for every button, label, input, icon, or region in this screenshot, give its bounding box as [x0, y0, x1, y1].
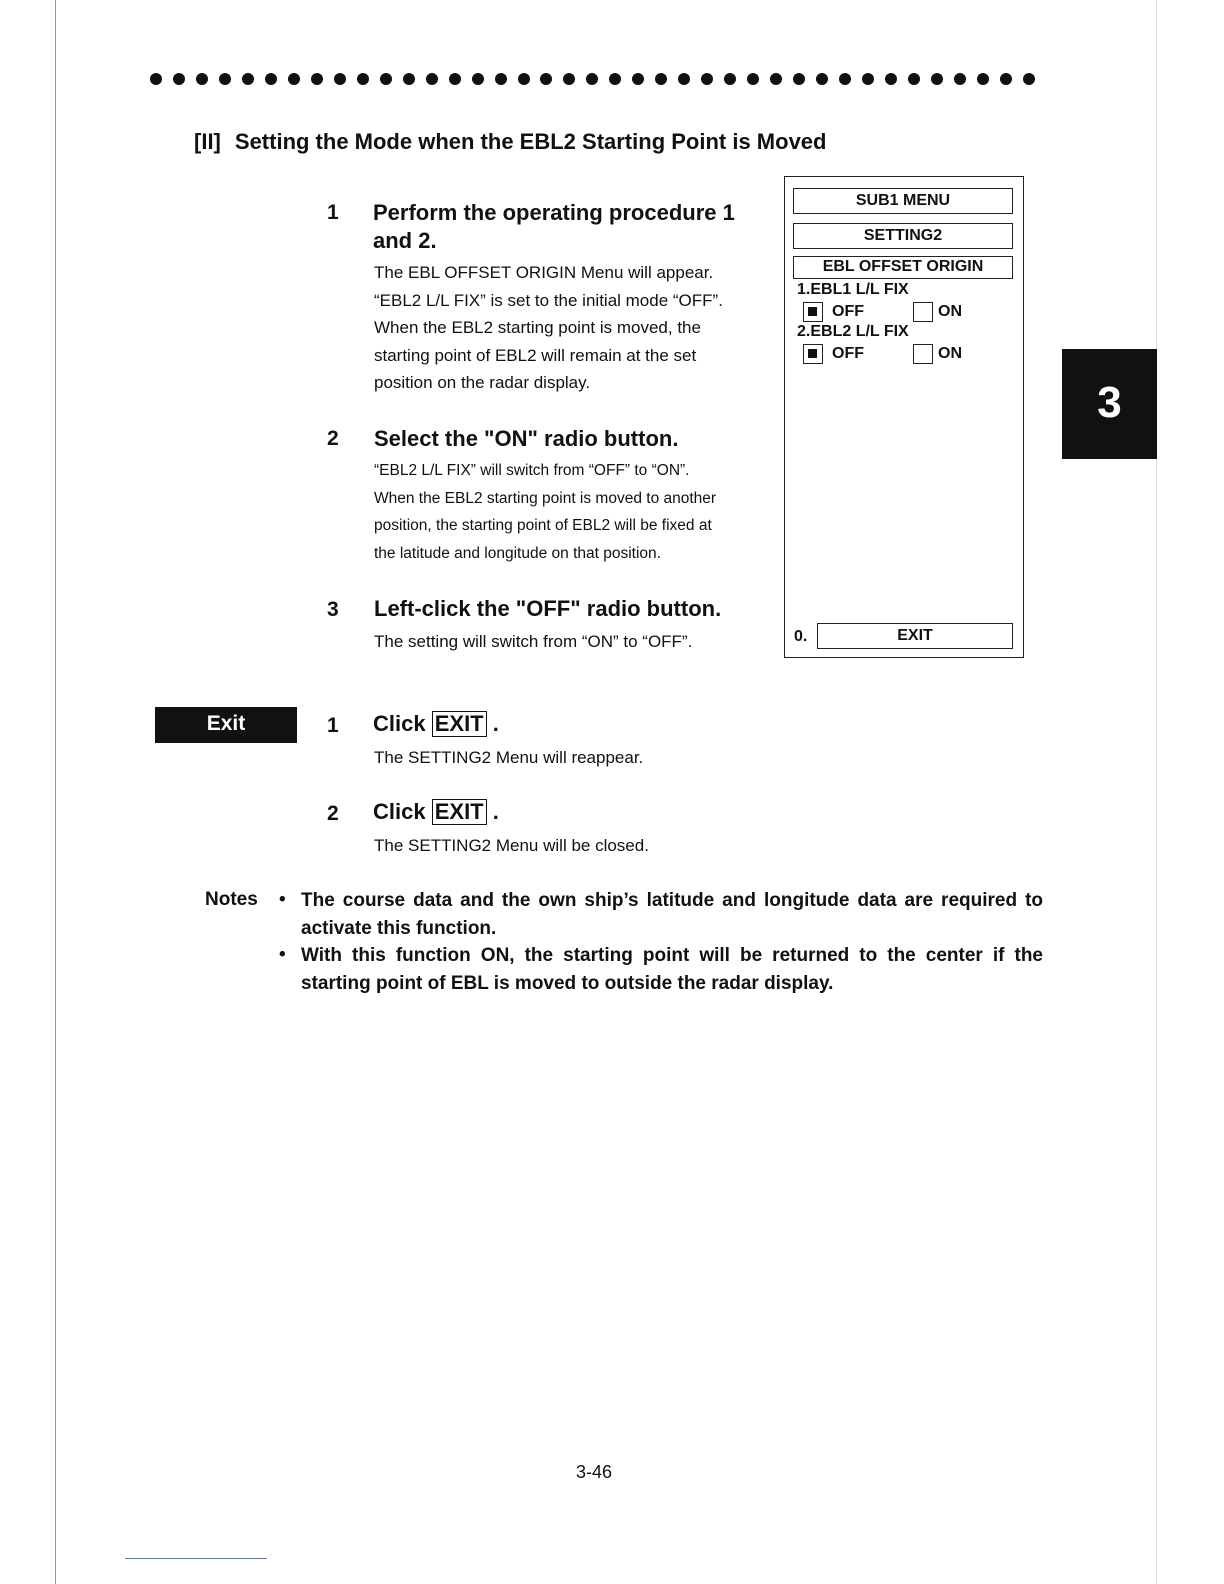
rule-dot [770, 73, 782, 85]
exit-section-tag: Exit [155, 707, 297, 743]
rule-dot [540, 73, 552, 85]
notes-label: Notes [205, 889, 258, 910]
ebl1-on-radio[interactable] [913, 302, 933, 322]
ebl1-off-radio[interactable] [803, 302, 823, 322]
step-1-body [374, 259, 723, 397]
setting2-button[interactable]: SETTING2 [793, 223, 1013, 249]
step-3-heading: Left-click the "OFF" radio button. [374, 596, 722, 621]
rule-dot [242, 73, 254, 85]
rule-dot [586, 73, 598, 85]
rule-dot [449, 73, 461, 85]
rule-dot [173, 73, 185, 85]
footer-rule [125, 1558, 267, 1559]
exit-step-1-click: Click [373, 711, 426, 736]
exit-step-1-body: The SETTING2 Menu will reappear. [374, 748, 644, 767]
rule-dot [724, 73, 736, 85]
exit-step-2-period: . [492, 799, 499, 824]
exit-key-icon: EXIT [432, 799, 487, 825]
ebl1-ll-fix-label: 1.EBL1 L/L FIX [797, 281, 909, 298]
step-3-body: The setting will switch from “ON” to “OFF”. [374, 632, 693, 651]
rule-dot [747, 73, 759, 85]
section-mark: [II] [194, 129, 221, 154]
rule-dot [885, 73, 897, 85]
ebl2-on-radio[interactable] [913, 344, 933, 364]
rule-dot [357, 73, 369, 85]
step-2-body-line: the latitude and longitude on that position. [374, 544, 661, 562]
radio-selected-dot [808, 349, 817, 358]
step-2-body-line: When the EBL2 starting point is moved to another [374, 489, 717, 507]
rule-dot [1023, 73, 1035, 85]
rule-dot [311, 73, 323, 85]
step-1-body-line: “EBL2 L/L FIX” is set to the initial mode “OFF”. [374, 290, 723, 310]
rule-dot [518, 73, 530, 85]
rule-dot [288, 73, 300, 85]
step-2-body [374, 457, 716, 567]
ebl2-ll-fix-label: 2.EBL2 L/L FIX [797, 323, 909, 340]
exit-step-2-click: Click [373, 799, 426, 824]
step-2-body-line: position, the starting point of EBL2 will be fixed at [374, 517, 712, 534]
rule-dot [196, 73, 208, 85]
rule-dot [403, 73, 415, 85]
exit-prefix: 0. [794, 628, 808, 645]
rule-dot [334, 73, 346, 85]
rule-dot [150, 73, 162, 85]
exit-step-2-heading [373, 798, 499, 826]
ebl2-off-label: OFF [832, 345, 864, 362]
note-1: The course data and the own ship’s latitude and longitude data are required to activate this function. [301, 890, 1043, 939]
rule-dot [954, 73, 966, 85]
rule-dot [793, 73, 805, 85]
rule-dot [265, 73, 277, 85]
exit-step-1-heading [373, 710, 499, 738]
rule-dot [655, 73, 667, 85]
rule-dot [977, 73, 989, 85]
exit-step-2-body: The SETTING2 Menu will be closed. [374, 836, 649, 855]
step-1-body-line: When the EBL2 starting point is moved, the [374, 318, 701, 337]
rule-dot [931, 73, 943, 85]
step-1-heading-line1: Perform the operating procedure 1 [373, 200, 735, 225]
step-1-heading-line2: and 2. [373, 228, 437, 253]
section-title [194, 129, 826, 155]
left-margin-line [55, 0, 56, 1584]
rule-dot [1000, 73, 1012, 85]
rule-dot [678, 73, 690, 85]
rule-dot [472, 73, 484, 85]
note-2: With this function ON, the starting point will be returned to the center if the starting point of EBL is moved to outside the radar display. [301, 945, 1043, 994]
rule-dot [495, 73, 507, 85]
ebl-offset-origin-menu [784, 176, 1024, 658]
right-margin-line [1156, 0, 1157, 1584]
rule-dot [839, 73, 851, 85]
section-title-text: Setting the Mode when the EBL2 Starting Point is Moved [234, 129, 827, 154]
step-1-body-line: The EBL OFFSET ORIGIN Menu will appear. [374, 263, 714, 282]
rule-dot [908, 73, 920, 85]
sub1-menu-button[interactable]: SUB1 MENU [793, 188, 1013, 214]
step-2-number: 2 [327, 427, 339, 450]
note-bullet: • [279, 889, 286, 910]
exit-step-2-number: 2 [327, 802, 339, 825]
step-1-heading [373, 199, 735, 255]
exit-key-icon: EXIT [432, 711, 487, 737]
ebl1-on-label: ON [938, 303, 962, 320]
rule-dot [632, 73, 644, 85]
rule-dot [219, 73, 231, 85]
radio-selected-dot [808, 307, 817, 316]
step-1-body-line: position on the radar display. [374, 373, 591, 392]
rule-dot [563, 73, 575, 85]
step-2-body-line: “EBL2 L/L FIX” will switch from “OFF” to “ON”. [374, 462, 690, 479]
step-1-body-line: starting point of EBL2 will remain at the set [374, 345, 697, 365]
step-3-number: 3 [327, 598, 339, 621]
menu-exit-button[interactable]: EXIT [817, 623, 1013, 649]
rule-dot [816, 73, 828, 85]
ebl1-off-label: OFF [832, 303, 864, 320]
ebl2-off-radio[interactable] [803, 344, 823, 364]
step-1-number: 1 [327, 201, 339, 224]
chapter-tab: 3 [1062, 349, 1157, 459]
rule-dot [380, 73, 392, 85]
exit-step-1-number: 1 [327, 714, 339, 737]
step-2-heading: Select the "ON" radio button. [374, 426, 679, 451]
rule-dot [426, 73, 438, 85]
exit-step-1-period: . [492, 711, 499, 736]
dot-rule [150, 73, 1035, 85]
ebl2-on-label: ON [938, 345, 962, 362]
rule-dot [862, 73, 874, 85]
rule-dot [701, 73, 713, 85]
ebl-offset-origin-title: EBL OFFSET ORIGIN [793, 256, 1013, 279]
page-number: 3-46 [576, 1462, 613, 1482]
note-bullet: • [279, 944, 286, 965]
rule-dot [609, 73, 621, 85]
